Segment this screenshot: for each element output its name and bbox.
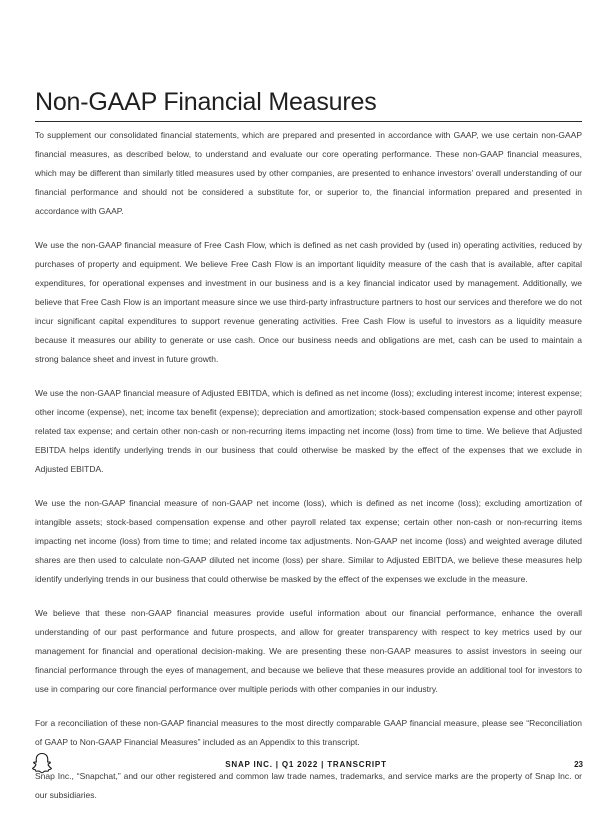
paragraph-trademarks: Snap Inc., “Snapchat,” and our other registered and common law trade names, trademarks, and service marks are the property of Snap Inc. or our subsidiaries.	[35, 771, 582, 800]
paragraph-non-gaap-net-income: We use the non-GAAP financial measure of non-GAAP net income (loss), which is defined as net income (loss); excluding amortization of intangible assets; stock-based compensation expense and other payroll related tax expense; certain other non-cash or non-recurring items impacting net income (loss) from time to time; and related income tax adjustments. Non-GAAP net income (loss) and weighted average diluted shares are then used to calculate non-GAAP diluted net income (loss) per share. Similar to Adjusted EBITDA, we believe these measures help identify underlying trends in our business that could otherwise be masked by the effect of the expenses we exclude in the measure.	[35, 498, 582, 584]
page-footer	[0, 752, 612, 782]
page-number: 23	[574, 760, 583, 769]
title-divider	[35, 121, 582, 122]
paragraph-free-cash-flow: We use the non-GAAP financial measure of Free Cash Flow, which is defined as net cash provided by (used in) operating activities, reduced by purchases of property and equipment. We believe Free Cash Flow is an important liquidity measure of the cash that is available, after capital expenditures, for operational expenses and investment in our business and is a key financial indicator used by management. Additionally, we believe that Free Cash Flow is an important measure since we use third-party infrastructure partners to host our services and therefore we do not incur significant capital expenditures to support revenue generating activities. Free Cash Flow is useful to investors as a liquidity measure because it measures our ability to generate or use cash. Once our business needs and obligations are met, cash can be used to maintain a strong balance sheet and invest in future growth.	[35, 240, 582, 364]
page-title: Non-GAAP Financial Measures	[35, 88, 377, 116]
footer-text: SNAP INC. | Q1 2022 | TRANSCRIPT	[225, 760, 387, 769]
paragraph-usefulness: We believe that these non-GAAP financial measures provide useful information about our financial performance, enhance the overall understanding of our past performance and future prospects, and allow for greater transparency with respect to key metrics used by our management for financial and operational decision-making. We are presenting these non-GAAP measures to assist investors in seeing our financial performance through the eyes of management, and because we believe that these measures provide an additional tool for investors to use in comparing our core financial performance over multiple periods with other companies in our industry.	[35, 608, 582, 694]
paragraph-intro: To supplement our consolidated financial statements, which are prepared and presented in accordance with GAAP, we use certain non-GAAP financial measures, as described below, to understand and evaluate our core operating performance. These non-GAAP financial measures, which may be different than similarly titled measures used by other companies, are presented to enhance investors’ overall understanding of our financial performance and should not be considered a substitute for, or superior to, the financial information prepared and presented in accordance with GAAP.	[35, 130, 582, 216]
document-body	[35, 126, 582, 820]
paragraph-reconciliation: For a reconciliation of these non-GAAP financial measures to the most directly comparable GAAP financial measure, please see “Reconciliation of GAAP to Non-GAAP Financial Measures” included as an Appendix to this transcript.	[35, 718, 582, 747]
paragraph-adjusted-ebitda: We use the non-GAAP financial measure of Adjusted EBITDA, which is defined as net income (loss); excluding interest income; interest expense; other income (expense), net; income tax benefit (expense); depreciation and amortization; stock-based compensation expense and other payroll related tax expense; and certain other non-cash or non-recurring items impacting net income (loss) from time to time. We believe that Adjusted EBITDA helps identify underlying trends in our business that could otherwise be masked by the effect of the expenses that we exclude in Adjusted EBITDA.	[35, 388, 582, 474]
